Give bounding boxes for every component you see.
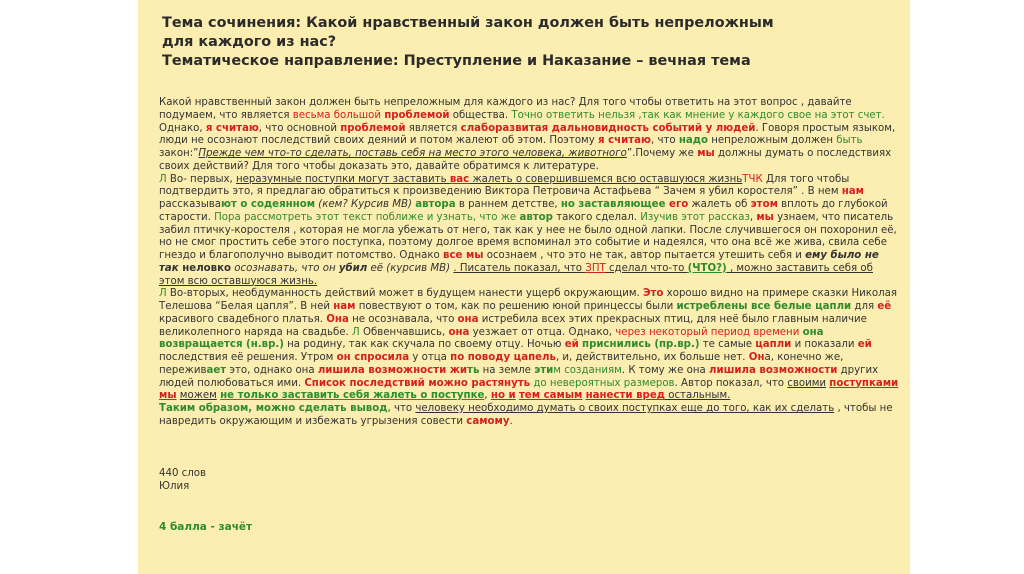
text-run: в раннем детстве,	[455, 199, 561, 210]
error-mark: весьма большой	[292, 109, 385, 121]
text-run: должны думать о последствиях своих действий? Для того чтобы доказать это, давайте обратимся к литературе.	[159, 148, 892, 172]
underlined-run: своими	[787, 377, 827, 389]
comment-mark: (кем? Курсив МВ)	[315, 199, 416, 210]
text-run: Во- первых,	[166, 173, 236, 185]
text-run: не осознавала, что	[348, 313, 458, 325]
comment-mark: но заставляющее	[560, 199, 670, 210]
comment-mark: м созданиям	[553, 364, 622, 376]
error-mark: нанести вред	[585, 390, 665, 402]
error-mark: мы	[756, 211, 774, 223]
error-mark: тем самым	[518, 390, 583, 402]
error-mark: но и	[490, 390, 516, 402]
comment-mark: ть	[467, 364, 480, 376]
error-mark: Он	[748, 352, 765, 363]
italic-run: её	[367, 262, 384, 274]
text-run: это, однако она	[226, 364, 318, 376]
comment-mark: автор	[519, 211, 553, 223]
text-run: красивого свадебного платья.	[159, 313, 327, 325]
error-mark: по поводу цапель	[450, 352, 556, 363]
error-mark: ТЧК	[742, 173, 763, 185]
error-mark: этом	[750, 199, 778, 210]
text-run: других людей полюбоваться ими.	[159, 364, 879, 389]
comment-mark: истреблены все белые цапли	[676, 301, 852, 312]
underlined-run: . Писатель показал, что	[453, 262, 586, 274]
text-run: , что	[387, 403, 416, 414]
text-run: для	[851, 301, 878, 312]
error-mark: поступками	[829, 377, 899, 389]
text-run: а, конечно же, пережив	[159, 352, 844, 376]
text-run: Для того чтобы подтвердить это, я предлагаю обратиться к произведению Виктора Петровича Астафьева “ Зачем я убил коростеля” . В нем	[159, 173, 850, 198]
error-mark: лишила возможности	[708, 364, 838, 376]
text-run: ”.Почему же	[626, 148, 698, 159]
comment-mark: не только заставить себя жалеть о поступке	[220, 390, 485, 402]
error-mark: слаборазвитая дальновидность событий у людей	[460, 122, 756, 134]
comment-mark: Точно ответить нельзя ,так как мнение у каждого свое на этот счет.	[511, 109, 885, 121]
error-mark: лишила возможности жи	[317, 364, 468, 376]
comment-mark: Л	[352, 326, 360, 338]
text-run: на земле	[479, 364, 535, 376]
text-run: повествуют о том, как по решению юной принцессы были	[355, 301, 677, 312]
grade-label: 4 балла - зачёт	[159, 521, 253, 533]
comment-mark: надо	[678, 135, 709, 147]
text-run: вплоть до глубокой старости.	[159, 199, 888, 223]
error-mark: его	[669, 199, 689, 210]
text-run: , что	[650, 135, 679, 147]
paragraph-conclusion	[159, 403, 901, 429]
text-run: у отца	[409, 352, 451, 363]
text-run: . Говоря простым языком, люди не осознают последствий своих деяний и потом жалеют об этом. Поэтому	[159, 122, 896, 147]
highlight-run: убил	[338, 262, 368, 274]
error-mark: мы	[159, 390, 177, 402]
essay-text	[159, 97, 901, 429]
paragraph-first-argument	[159, 174, 901, 289]
comment-mark: Таким образом, можно сделать вывод	[159, 403, 388, 414]
text-run: Однако,	[159, 122, 206, 134]
slide	[138, 0, 910, 574]
comment-mark: (ЧТО?)	[687, 262, 727, 274]
comment-mark: Л	[159, 288, 167, 300]
error-mark: я считаю	[205, 122, 259, 134]
word-count: 440 слов	[159, 468, 207, 479]
error-mark: Это	[643, 288, 664, 300]
error-mark: все мы	[443, 250, 484, 261]
text-run: последствия её решения. Утром	[159, 352, 337, 363]
error-mark: она	[457, 313, 479, 325]
text-run: . Автор показал, что	[674, 377, 788, 389]
text-run: непреложным должен	[708, 135, 837, 147]
text-run: хорошо видно на примере сказки Николая Телешова “Белая цапля”. В ней	[159, 288, 898, 312]
title-line-3: Тематическое направление: Преступление и Наказание – вечная тема	[162, 53, 751, 69]
underlined-run: жалеть о совершившемся всю оставшуюся жизнь	[469, 173, 743, 185]
error-mark: ЗПТ	[585, 262, 606, 274]
underlined-run: остальным.	[664, 390, 731, 402]
error-mark: её	[877, 301, 892, 312]
error-mark: вас	[449, 173, 470, 185]
error-mark: самому	[466, 415, 510, 427]
text-run: уезжает от отца. Однако,	[469, 326, 616, 338]
text-run: закон:”	[159, 148, 199, 159]
comment-mark: Изучив этот рассказ	[640, 211, 750, 223]
text-run: общества.	[449, 109, 512, 121]
text-run: такого сделал.	[552, 211, 641, 223]
essay-meta	[159, 468, 559, 494]
error-mark: цапли	[755, 339, 792, 351]
error-mark: через некоторый период времени	[615, 326, 800, 338]
title-line-2: для каждого из нас?	[162, 34, 337, 50]
error-mark: проблемой	[340, 122, 406, 134]
underlined-run: можем	[179, 390, 217, 402]
text-run: , что основной	[258, 122, 341, 134]
slide-title	[162, 14, 902, 71]
error-mark: нам	[841, 186, 864, 198]
error-mark: ей	[857, 339, 872, 351]
text-run: ,	[749, 211, 757, 223]
text-run: , чтобы не навредить окружающим и избежать угрызения совести	[159, 403, 893, 427]
text-run: , и, действительно, их больше нет.	[555, 352, 749, 363]
text-run: те самые	[699, 339, 756, 351]
underlined-run: человеку необходимо думать о своих поступках еще до того, как их сделать	[415, 403, 835, 414]
underlined-run: сделал что-то	[605, 262, 688, 274]
text-run: Обвенчавшись,	[359, 326, 449, 338]
comment-mark: ает	[206, 364, 227, 376]
comment-mark: автора	[415, 199, 456, 210]
error-mark: она	[448, 326, 470, 338]
comment-mark: Л	[159, 173, 167, 185]
error-mark: Список последствий можно растянуть	[304, 377, 531, 389]
error-mark: мы	[697, 148, 715, 159]
comment-mark: быть	[836, 135, 863, 147]
error-mark: проблемой	[384, 109, 450, 121]
comment-mark: ют о содеянном	[221, 199, 316, 210]
text-run: узнаем, что писатель забил птичку-коростеля , которая не могла убежать от него, так как у нее не было одной лапки. После случившегося он похоронил её, но не смог простить себе этого поступка, поэтому долгое время вспоминал это событие и надеялся, что она всё же жива, свила себе гнездо и благополучно выводит потомство. Однако	[159, 211, 897, 261]
text-run: Во-вторых, необдуманность действий может в будущем нанести ущерб окружающим.	[166, 288, 644, 300]
underlined-run: , можно заставить себя об этом всю оставшуюся жизнь.	[159, 262, 873, 287]
paragraph-second-argument	[159, 288, 901, 403]
italic-run: осознавать, что он	[231, 262, 339, 274]
error-mark: ей	[564, 339, 579, 351]
comment-mark: приснились (пр.вр.)	[582, 339, 700, 351]
text-run: . К тому же она	[621, 364, 709, 376]
text-run: Какой нравственный закон должен быть непреложным для каждого из нас? Для того чтобы ответить на этот вопрос , давайте подумаем, что является	[159, 97, 852, 121]
highlight-run: неловко	[182, 262, 232, 274]
text-run: осознаем , что это не так, автор пытается утешить себя и	[483, 250, 806, 261]
text-run: на родину, так как скучала по своему отцу. Ночью	[283, 339, 565, 351]
highlight-run: ему было не так	[159, 250, 879, 274]
error-mark: нам	[333, 301, 356, 312]
comment-mark: эти	[534, 364, 554, 376]
error-mark: Она	[326, 313, 349, 325]
error-mark: я считаю	[598, 135, 651, 147]
text-run: истребила всех этих прекрасных птиц, для неё было главным наличие великолепного наряда на свадьбе.	[159, 313, 867, 338]
underlined-run: неразумные поступки могут заставить	[236, 173, 450, 185]
paragraph-intro	[159, 97, 901, 174]
comment-mark: Пора рассмотреть этот текст поближе и узнать, что же	[214, 211, 517, 223]
comment-mark: она возвращается (н.вр.)	[159, 326, 824, 351]
text-run: является	[405, 122, 461, 134]
text-run: .	[509, 415, 513, 427]
author-name: Юлия	[159, 480, 190, 492]
comment-mark: до невероятных размеров	[530, 377, 675, 389]
text-run: рассказыва	[159, 199, 222, 210]
quote-run: Прежде чем что-то сделать, поставь себя на место этого человека, животного	[198, 148, 627, 159]
text-run: жалеть об	[688, 199, 751, 210]
text-run: ,	[484, 390, 491, 402]
comment-mark: (курсив МВ)	[383, 262, 454, 274]
text-run: и показали	[791, 339, 858, 351]
title-line-1: Тема сочинения: Какой нравственный закон должен быть непреложным	[162, 15, 774, 31]
error-mark: он спросила	[336, 352, 410, 363]
